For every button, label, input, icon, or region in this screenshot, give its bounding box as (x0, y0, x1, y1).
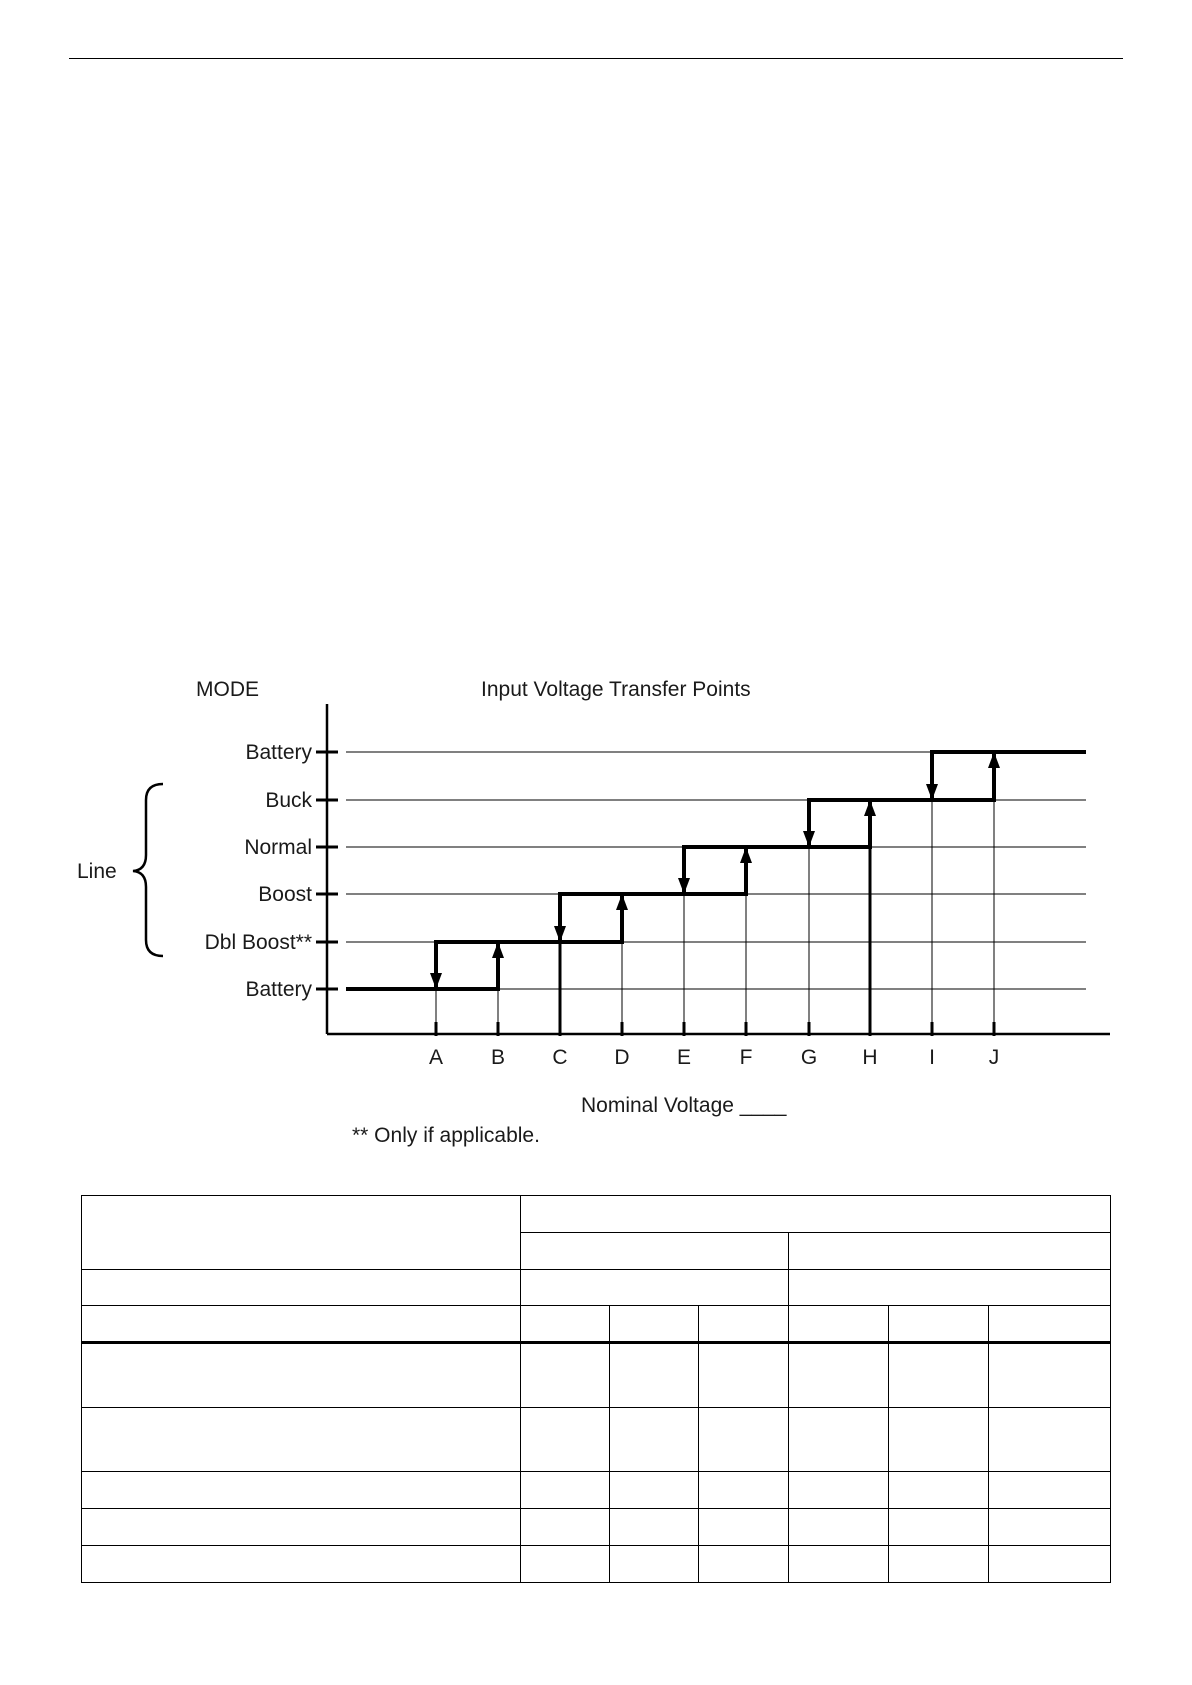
table-cell (889, 1306, 989, 1343)
arrow-up-f (740, 847, 752, 863)
table-cell (521, 1343, 610, 1408)
table-header-cell (789, 1270, 1111, 1306)
table-cell (521, 1306, 610, 1343)
point-label-i: I (929, 1046, 935, 1069)
point-label-g: G (800, 1046, 818, 1069)
table-cell (610, 1546, 699, 1583)
table-cell (989, 1546, 1111, 1583)
mode-label: Dbl Boost** (204, 931, 312, 954)
arrow-down-g (803, 831, 815, 847)
table-cell (610, 1408, 699, 1472)
line-group-label: Line (77, 860, 117, 883)
mode-label: Battery (245, 978, 312, 1001)
point-label-b: B (490, 1046, 506, 1069)
table-cell (699, 1408, 789, 1472)
table-cell (989, 1343, 1111, 1408)
table-cell (521, 1546, 610, 1583)
table-header-cell (789, 1233, 1111, 1270)
point-label-f: F (739, 1046, 753, 1069)
table-cell (610, 1343, 699, 1408)
mode-label: Boost (258, 883, 312, 906)
table-row (82, 1472, 1111, 1509)
arrow-up-d (616, 894, 628, 910)
table-cell (789, 1472, 889, 1509)
table-label-cell (82, 1472, 521, 1509)
table-cell (521, 1408, 610, 1472)
point-label-c: C (552, 1046, 568, 1069)
table-label-cell (82, 1408, 521, 1472)
arrow-down-a (430, 973, 442, 989)
mode-label: Battery (245, 741, 312, 764)
mode-guide-lines (346, 752, 1086, 989)
transfer-points-table (81, 1195, 1111, 1583)
table-header-cell (521, 1233, 789, 1270)
table-cell (889, 1408, 989, 1472)
point-label-d: D (614, 1046, 630, 1069)
diagram-title: Input Voltage Transfer Points (481, 678, 751, 701)
table-cell (699, 1472, 789, 1509)
mode-label: Normal (244, 836, 312, 859)
mode-heading: MODE (196, 678, 259, 701)
table-label-cell (82, 1546, 521, 1583)
mode-label: Buck (265, 789, 312, 812)
table-cell (789, 1546, 889, 1583)
table-row (82, 1509, 1111, 1546)
table-cell (789, 1408, 889, 1472)
table-cell (610, 1509, 699, 1546)
table-label-cell (82, 1270, 521, 1306)
point-label-h: H (862, 1046, 878, 1069)
table-cell (989, 1472, 1111, 1509)
table-row (82, 1546, 1111, 1583)
point-label-j: J (988, 1046, 1000, 1069)
arrow-down-e (678, 878, 690, 894)
x-axis-label: Nominal Voltage ____ (581, 1094, 787, 1117)
arrow-down-i (926, 784, 938, 800)
table-cell (889, 1509, 989, 1546)
table-cell (610, 1472, 699, 1509)
table-cell (989, 1509, 1111, 1546)
table-cell (889, 1343, 989, 1408)
mode-labels (205, 741, 313, 1001)
table-cell (699, 1546, 789, 1583)
table-cell (521, 1509, 610, 1546)
table-cell (699, 1509, 789, 1546)
table-label-cell (82, 1306, 521, 1343)
table-header-cell (521, 1196, 1111, 1233)
table-cell (889, 1546, 989, 1583)
transfer-arrows (430, 752, 1000, 989)
table-row (82, 1408, 1111, 1472)
table-cell (699, 1343, 789, 1408)
table-header-cell (521, 1270, 789, 1306)
table-label-cell (82, 1343, 521, 1408)
table-row (82, 1343, 1111, 1408)
transfer-point-labels (429, 1046, 999, 1069)
arrow-up-j (988, 752, 1000, 768)
arrow-up-h (864, 800, 876, 816)
line-group-brace (133, 784, 163, 956)
table-cell (789, 1509, 889, 1546)
table-cell (699, 1306, 789, 1343)
table-cell (789, 1343, 889, 1408)
table-cell (521, 1472, 610, 1509)
table-cell (610, 1306, 699, 1343)
point-label-e: E (676, 1046, 692, 1069)
table-cell (989, 1306, 1111, 1343)
table-cell (989, 1408, 1111, 1472)
table-cell (789, 1306, 889, 1343)
table-cell (889, 1472, 989, 1509)
footnote: ** Only if applicable. (352, 1124, 540, 1147)
point-label-a: A (428, 1046, 444, 1069)
transfer-step-path (346, 752, 1086, 989)
arrow-up-b (492, 942, 504, 958)
arrow-down-c (554, 926, 566, 942)
table-header-blank (82, 1196, 521, 1270)
table-label-cell (82, 1509, 521, 1546)
